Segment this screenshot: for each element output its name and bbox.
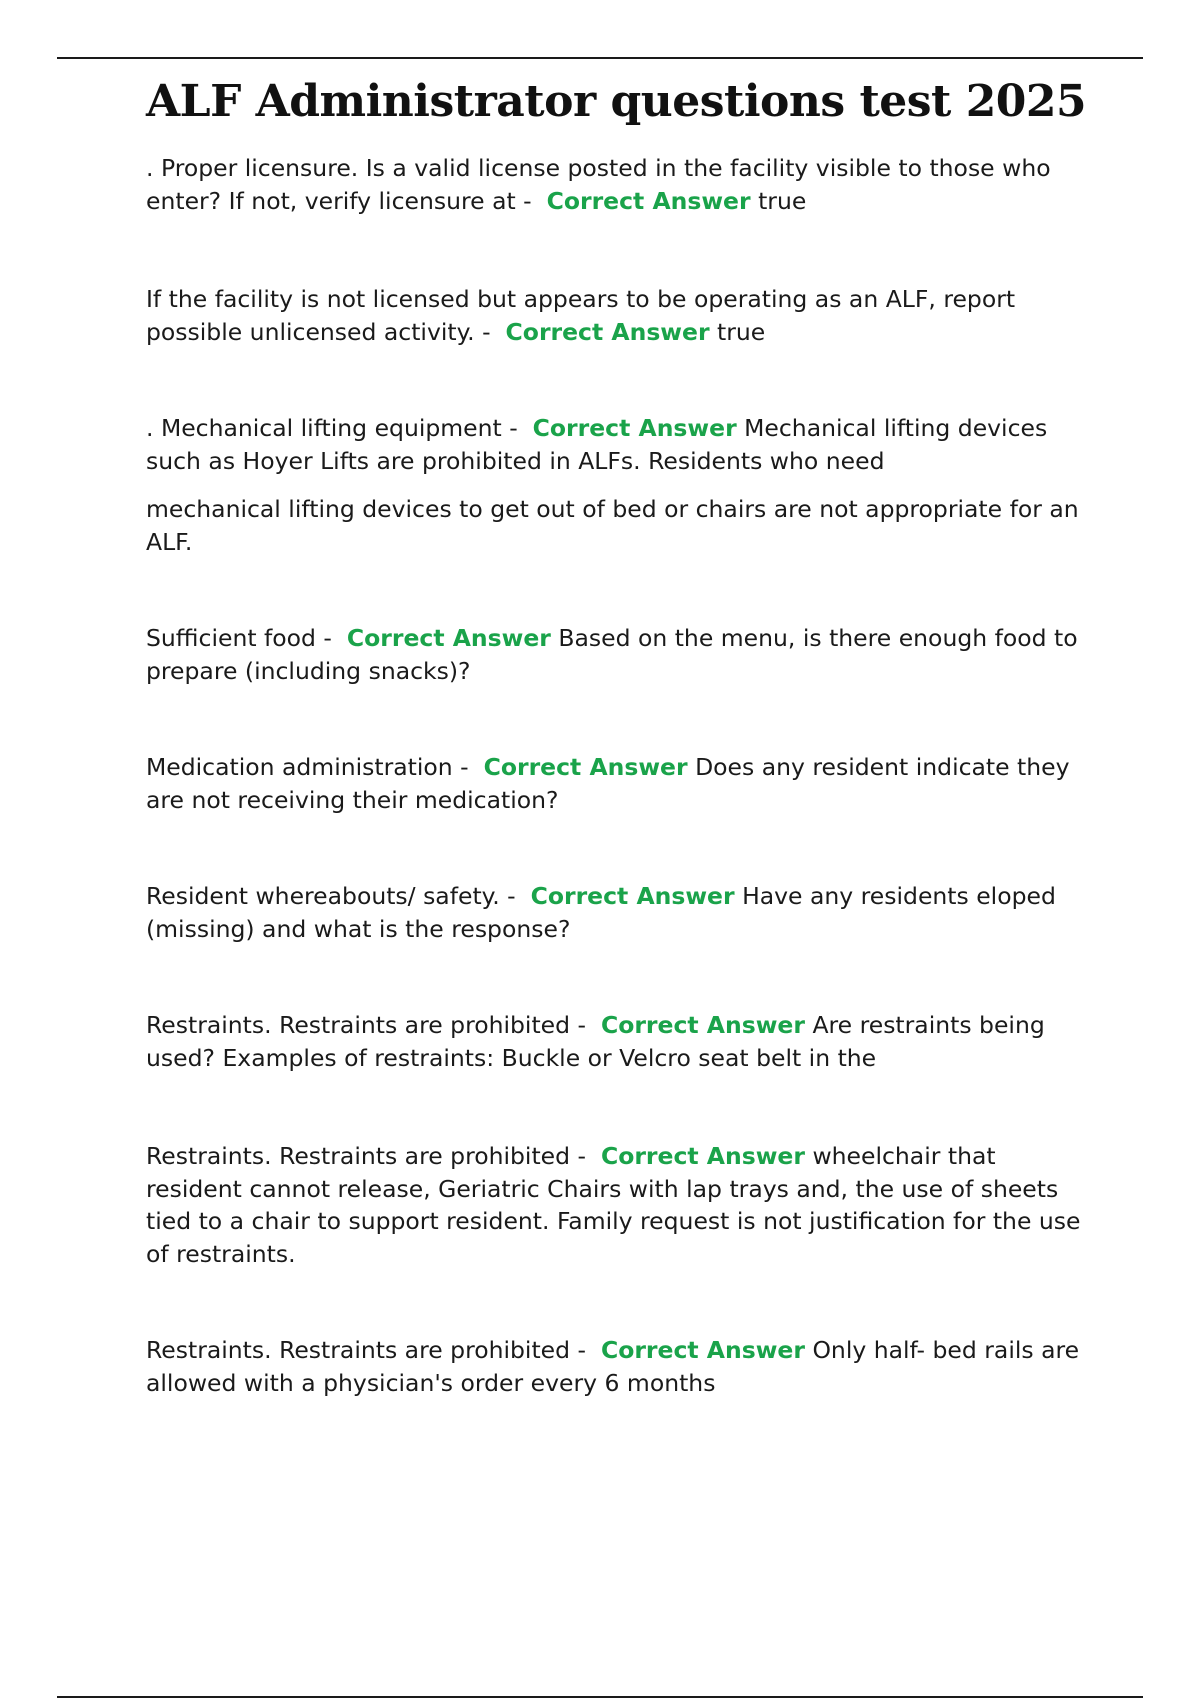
- question-text: Resident whereabouts/ safety. -: [146, 882, 516, 910]
- correct-answer-label: Correct Answer: [505, 317, 710, 346]
- correct-answer-label: Correct Answer: [530, 882, 735, 910]
- answer-text: Mechanical lifting devices such as Hoyer Lifts are prohibited in ALFs. Residents who need: [146, 414, 1048, 475]
- qa-item-6: [146, 880, 1096, 945]
- qa-item-1: [146, 152, 1096, 217]
- qa-paragraph: [146, 751, 1096, 816]
- question-text: If the facility is not licensed but appears to be operating as an ALF, report possible unlicensed activity. -: [146, 285, 1016, 346]
- question-text: Restraints. Restraints are prohibited -: [146, 1336, 586, 1364]
- question-text: Restraints. Restraints are prohibited -: [146, 1142, 586, 1170]
- answer-text: Only half- bed rails are allowed with a physician's order every 6 months: [146, 1336, 1080, 1397]
- qa-paragraph: [146, 1009, 1096, 1074]
- answer-text: Does any resident indicate they are not receiving their medication?: [146, 753, 1070, 814]
- question-text: Sufficient food -: [146, 624, 332, 652]
- document-title: ALF Administrator questions test 2025: [146, 76, 1087, 127]
- qa-paragraph: [146, 622, 1096, 687]
- correct-answer-label: Correct Answer: [483, 753, 688, 781]
- answer-text: Are restraints being used? Examples of restraints: Buckle or Velcro seat belt in the: [146, 1011, 1045, 1072]
- qa-item-7: [146, 1009, 1096, 1074]
- qa-item-3: [146, 412, 1096, 558]
- correct-answer-label: Correct Answer: [600, 1336, 805, 1364]
- question-text: . Proper licensure. Is a valid license posted in the facility visible to those who enter? If not, verify licensure at -: [146, 154, 1051, 215]
- qa-paragraph: [146, 283, 1096, 348]
- correct-answer-label: Correct Answer: [532, 414, 737, 442]
- correct-answer-label: Correct Answer: [600, 1142, 805, 1170]
- qa-item-8: [146, 1140, 1096, 1270]
- qa-paragraph: [146, 1334, 1096, 1399]
- qa-paragraph: [146, 1140, 1096, 1270]
- qa-item-5: [146, 751, 1096, 816]
- correct-answer-label: Correct Answer: [346, 624, 551, 652]
- correct-answer-label: Correct Answer: [600, 1011, 805, 1039]
- question-text: . Mechanical lifting equipment -: [146, 414, 518, 442]
- qa-item-4: [146, 622, 1096, 687]
- question-text: Restraints. Restraints are prohibited -: [146, 1011, 586, 1039]
- answer-text: true: [717, 317, 766, 346]
- qa-item-9: [146, 1334, 1096, 1399]
- qa-paragraph: [146, 412, 1096, 477]
- document-body: [146, 72, 1096, 1399]
- answer-text: wheelchair that resident cannot release, Geriatric Chairs with lap trays and, the use of sheets tied to a chair to support resident. Family request is not justification for the use of restraints.: [146, 1142, 1081, 1268]
- answer-text: Have any residents eloped (missing) and what is the response?: [146, 882, 1056, 943]
- correct-answer-label: Correct Answer: [546, 186, 751, 215]
- answer-continuation: mechanical lifting devices to get out of bed or chairs are not appropriate for an ALF.: [146, 495, 1079, 556]
- qa-item-2: [146, 283, 1096, 348]
- answer-text: Based on the menu, is there enough food to prepare (including snacks)?: [146, 624, 1078, 685]
- answer-text: true: [758, 186, 807, 215]
- bottom-rule: [57, 1696, 1143, 1698]
- top-rule: [57, 57, 1143, 59]
- qa-paragraph: [146, 880, 1096, 945]
- qa-paragraph: [146, 152, 1096, 217]
- question-text: Medication administration -: [146, 753, 469, 781]
